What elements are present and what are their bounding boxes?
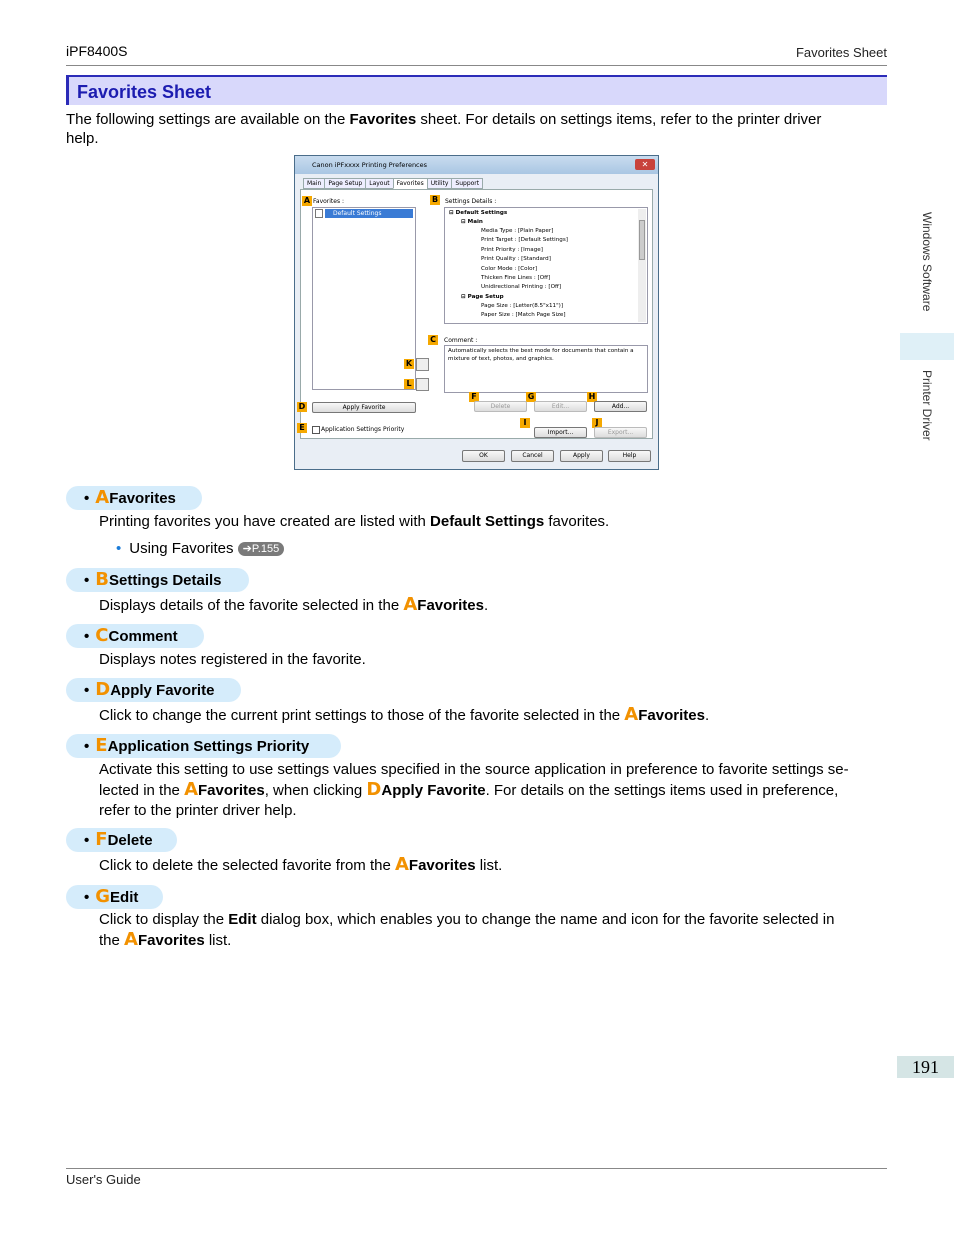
desc-bold: Favorites	[408, 857, 476, 874]
page-number: 191	[897, 1056, 954, 1078]
section-title: Favorites Sheet	[66, 75, 887, 105]
intro-line2: help.	[66, 130, 99, 147]
item-desc-d	[99, 705, 884, 726]
desc-text: the	[99, 932, 125, 949]
favorites-label: Favorites :	[313, 198, 345, 205]
desc-text: Click to change the current print settings to those of the favorite selected in the	[99, 707, 625, 724]
tree-node: Page Size : [Letter(8.5"x11")]	[481, 303, 564, 309]
help-button[interactable]: Help	[608, 450, 651, 462]
desc-text: .	[704, 707, 710, 724]
tree-node: ⊟ Main	[461, 219, 483, 225]
comment-box[interactable]	[444, 345, 648, 393]
comment-line: mixture of text, photos, and graphics.	[448, 356, 554, 362]
desc-bold: Favorites	[638, 707, 705, 724]
apply-button[interactable]: Apply	[560, 450, 603, 462]
tab-layout[interactable]: Layout	[365, 178, 393, 189]
move-down-icon[interactable]	[416, 378, 429, 391]
callout-h: H	[588, 392, 596, 401]
footer-rule	[66, 1168, 887, 1169]
dialog-title: Canon iPFxxxx Printing Preferences	[312, 161, 428, 169]
page-ref-link[interactable]: ➔P.155	[238, 542, 285, 556]
callout-b: B	[431, 195, 439, 204]
callout-e: E	[297, 423, 307, 433]
intro-paragraph	[66, 110, 866, 148]
tree-node: Paper Size : [Match Page Size]	[481, 312, 566, 318]
desc-text: favorites.	[544, 513, 610, 530]
tree-node: ⊟ Page Setup	[461, 294, 504, 300]
item-heading-b: • BSettings Details	[66, 568, 249, 592]
intro-bold: Favorites	[349, 111, 417, 128]
callout-l: L	[404, 379, 414, 389]
comment-line: Automatically selects the best mode for documents that contain a	[448, 348, 634, 354]
tree-node: Unidirectional Printing : [Off]	[481, 284, 562, 290]
item-letter: B	[95, 569, 109, 590]
callout-d: D	[298, 402, 306, 411]
desc-text: lected in the	[99, 782, 185, 799]
tab-favorites[interactable]: Favorites	[393, 178, 428, 189]
item-name: Application Settings Priority	[107, 738, 310, 755]
intro-pre: The following settings are available on the	[66, 111, 350, 128]
desc-bold: Favorites	[417, 597, 484, 614]
item-desc-e	[99, 760, 884, 821]
footer-text: User's Guide	[66, 1172, 141, 1187]
app-priority-checkbox[interactable]	[312, 426, 320, 434]
item-name: Delete	[107, 832, 153, 849]
desc-text: list.	[204, 932, 232, 949]
item-name: Favorites	[109, 490, 176, 507]
item-letter: F	[95, 829, 108, 850]
ref-letter: A	[184, 779, 198, 800]
tree-node: Media Type : [Plain Paper]	[481, 228, 554, 234]
tree-node: ⊟ Default Settings	[449, 210, 508, 216]
desc-text: dialog box, which enables you to change the name and icon for the favorite selected in	[256, 911, 835, 928]
comment-label: Comment :	[444, 337, 478, 344]
favorite-icon	[315, 209, 323, 218]
item-heading-f: • FDelete	[66, 828, 177, 852]
item-heading-e: • EApplication Settings Priority	[66, 734, 341, 758]
desc-text: Click to display the	[99, 911, 229, 928]
desc-bold: Default Settings	[430, 513, 545, 530]
ref-letter: A	[124, 929, 138, 950]
item-letter: D	[95, 679, 111, 700]
item-desc-f	[99, 855, 884, 876]
desc-text: refer to the printer driver help.	[99, 802, 297, 819]
item-heading-g: • GEdit	[66, 885, 163, 909]
item-letter: C	[95, 625, 109, 646]
item-heading-a: • AFavorites	[66, 486, 202, 510]
item-name: Apply Favorite	[110, 682, 215, 699]
desc-bold: Favorites	[198, 782, 265, 799]
desc-text: Activate this setting to use settings values specified in the source application in preference to favorite settings se-	[99, 761, 849, 778]
tab-support[interactable]: Support	[451, 178, 483, 189]
ref-letter: A	[394, 854, 409, 875]
item-desc-a	[99, 512, 884, 532]
item-letter: A	[95, 487, 110, 508]
settings-details-tree[interactable]	[444, 207, 648, 324]
sub-bullet-using-favorites: • Using Favorites ➔P.155	[116, 540, 284, 557]
side-label-windows-software: Windows Software	[920, 212, 934, 312]
scrollbar-thumb[interactable]	[639, 220, 645, 260]
apply-favorite-button[interactable]: Apply Favorite	[312, 402, 416, 413]
ref-letter: A	[403, 594, 418, 615]
side-label-printer-driver: Printer Driver	[920, 370, 934, 441]
desc-text: Displays details of the favorite selected in the	[99, 597, 404, 614]
callout-k: K	[405, 359, 413, 368]
desc-text: list.	[475, 857, 503, 874]
ref-letter: A	[624, 704, 639, 725]
item-letter: E	[95, 735, 108, 756]
header-section: Favorites Sheet	[795, 45, 887, 60]
app-priority-label: Application Settings Priority	[321, 426, 405, 433]
callout-g: G	[527, 392, 535, 401]
favorites-list-item[interactable]	[325, 209, 413, 218]
tree-node: Color Mode : [Color]	[481, 266, 538, 272]
ok-button[interactable]: OK	[462, 450, 505, 462]
tab-main[interactable]: Main	[303, 178, 325, 189]
tree-node: Print Priority : [Image]	[481, 247, 543, 253]
callout-i: I	[520, 418, 530, 428]
tree-scrollbar[interactable]	[638, 209, 646, 322]
header-rule	[66, 65, 887, 66]
item-name: Comment	[108, 628, 178, 645]
ref-letter: D	[366, 779, 382, 800]
export-button[interactable]: Export...	[594, 427, 647, 438]
item-desc-c: Displays notes registered in the favorite.	[99, 651, 366, 668]
tree-node: Print Target : [Default Settings]	[481, 237, 568, 243]
favorites-list[interactable]	[312, 207, 416, 390]
delete-button[interactable]: Delete	[474, 401, 527, 412]
item-name: Edit	[110, 889, 139, 906]
add-button[interactable]: Add...	[594, 401, 647, 412]
tab-utility[interactable]: Utility	[427, 178, 453, 189]
edit-button[interactable]: Edit...	[534, 401, 587, 412]
desc-text: , when clicking	[264, 782, 367, 799]
item-letter: G	[95, 886, 111, 907]
item-name: Settings Details	[109, 572, 222, 589]
callout-f: F	[469, 392, 479, 402]
close-icon[interactable]: ✕	[635, 159, 655, 170]
tree-node: Print Quality : [Standard]	[481, 256, 551, 262]
settings-details-label: Settings Details :	[445, 198, 497, 205]
item-heading-c: • CComment	[66, 624, 204, 648]
callout-j: J	[592, 418, 602, 428]
callout-c: C	[428, 335, 438, 345]
tab-page-setup[interactable]: Page Setup	[324, 178, 366, 189]
callout-a: A	[303, 196, 311, 205]
favorites-item-label: Default Settings	[333, 210, 382, 217]
dialog-tabs	[303, 178, 482, 189]
desc-text: .	[483, 597, 489, 614]
item-desc-b	[99, 595, 884, 616]
printing-preferences-dialog	[294, 155, 659, 470]
intro-post: sheet. For details on settings items, refer to the printer driver	[416, 111, 822, 128]
favorites-panel	[300, 189, 653, 439]
desc-bold: Edit	[228, 911, 257, 928]
item-desc-g	[99, 910, 884, 951]
dialog-titlebar	[295, 156, 658, 174]
side-tab-highlight	[900, 333, 954, 360]
header-model: iPF8400S	[66, 43, 128, 59]
desc-text: Click to delete the selected favorite from the	[99, 857, 395, 874]
sub-bullet-text: Using Favorites	[129, 540, 234, 557]
import-button[interactable]: Import...	[534, 427, 587, 438]
item-heading-d: • DApply Favorite	[66, 678, 241, 702]
move-up-icon[interactable]	[416, 358, 429, 371]
desc-text: . For details on the settings items used in preference,	[485, 782, 839, 799]
desc-bold: Apply Favorite	[381, 782, 486, 799]
desc-bold: Favorites	[137, 932, 205, 949]
desc-text: Printing favorites you have created are listed with	[99, 513, 431, 530]
cancel-button[interactable]: Cancel	[511, 450, 554, 462]
tree-node: Thicken Fine Lines : [Off]	[481, 275, 551, 281]
